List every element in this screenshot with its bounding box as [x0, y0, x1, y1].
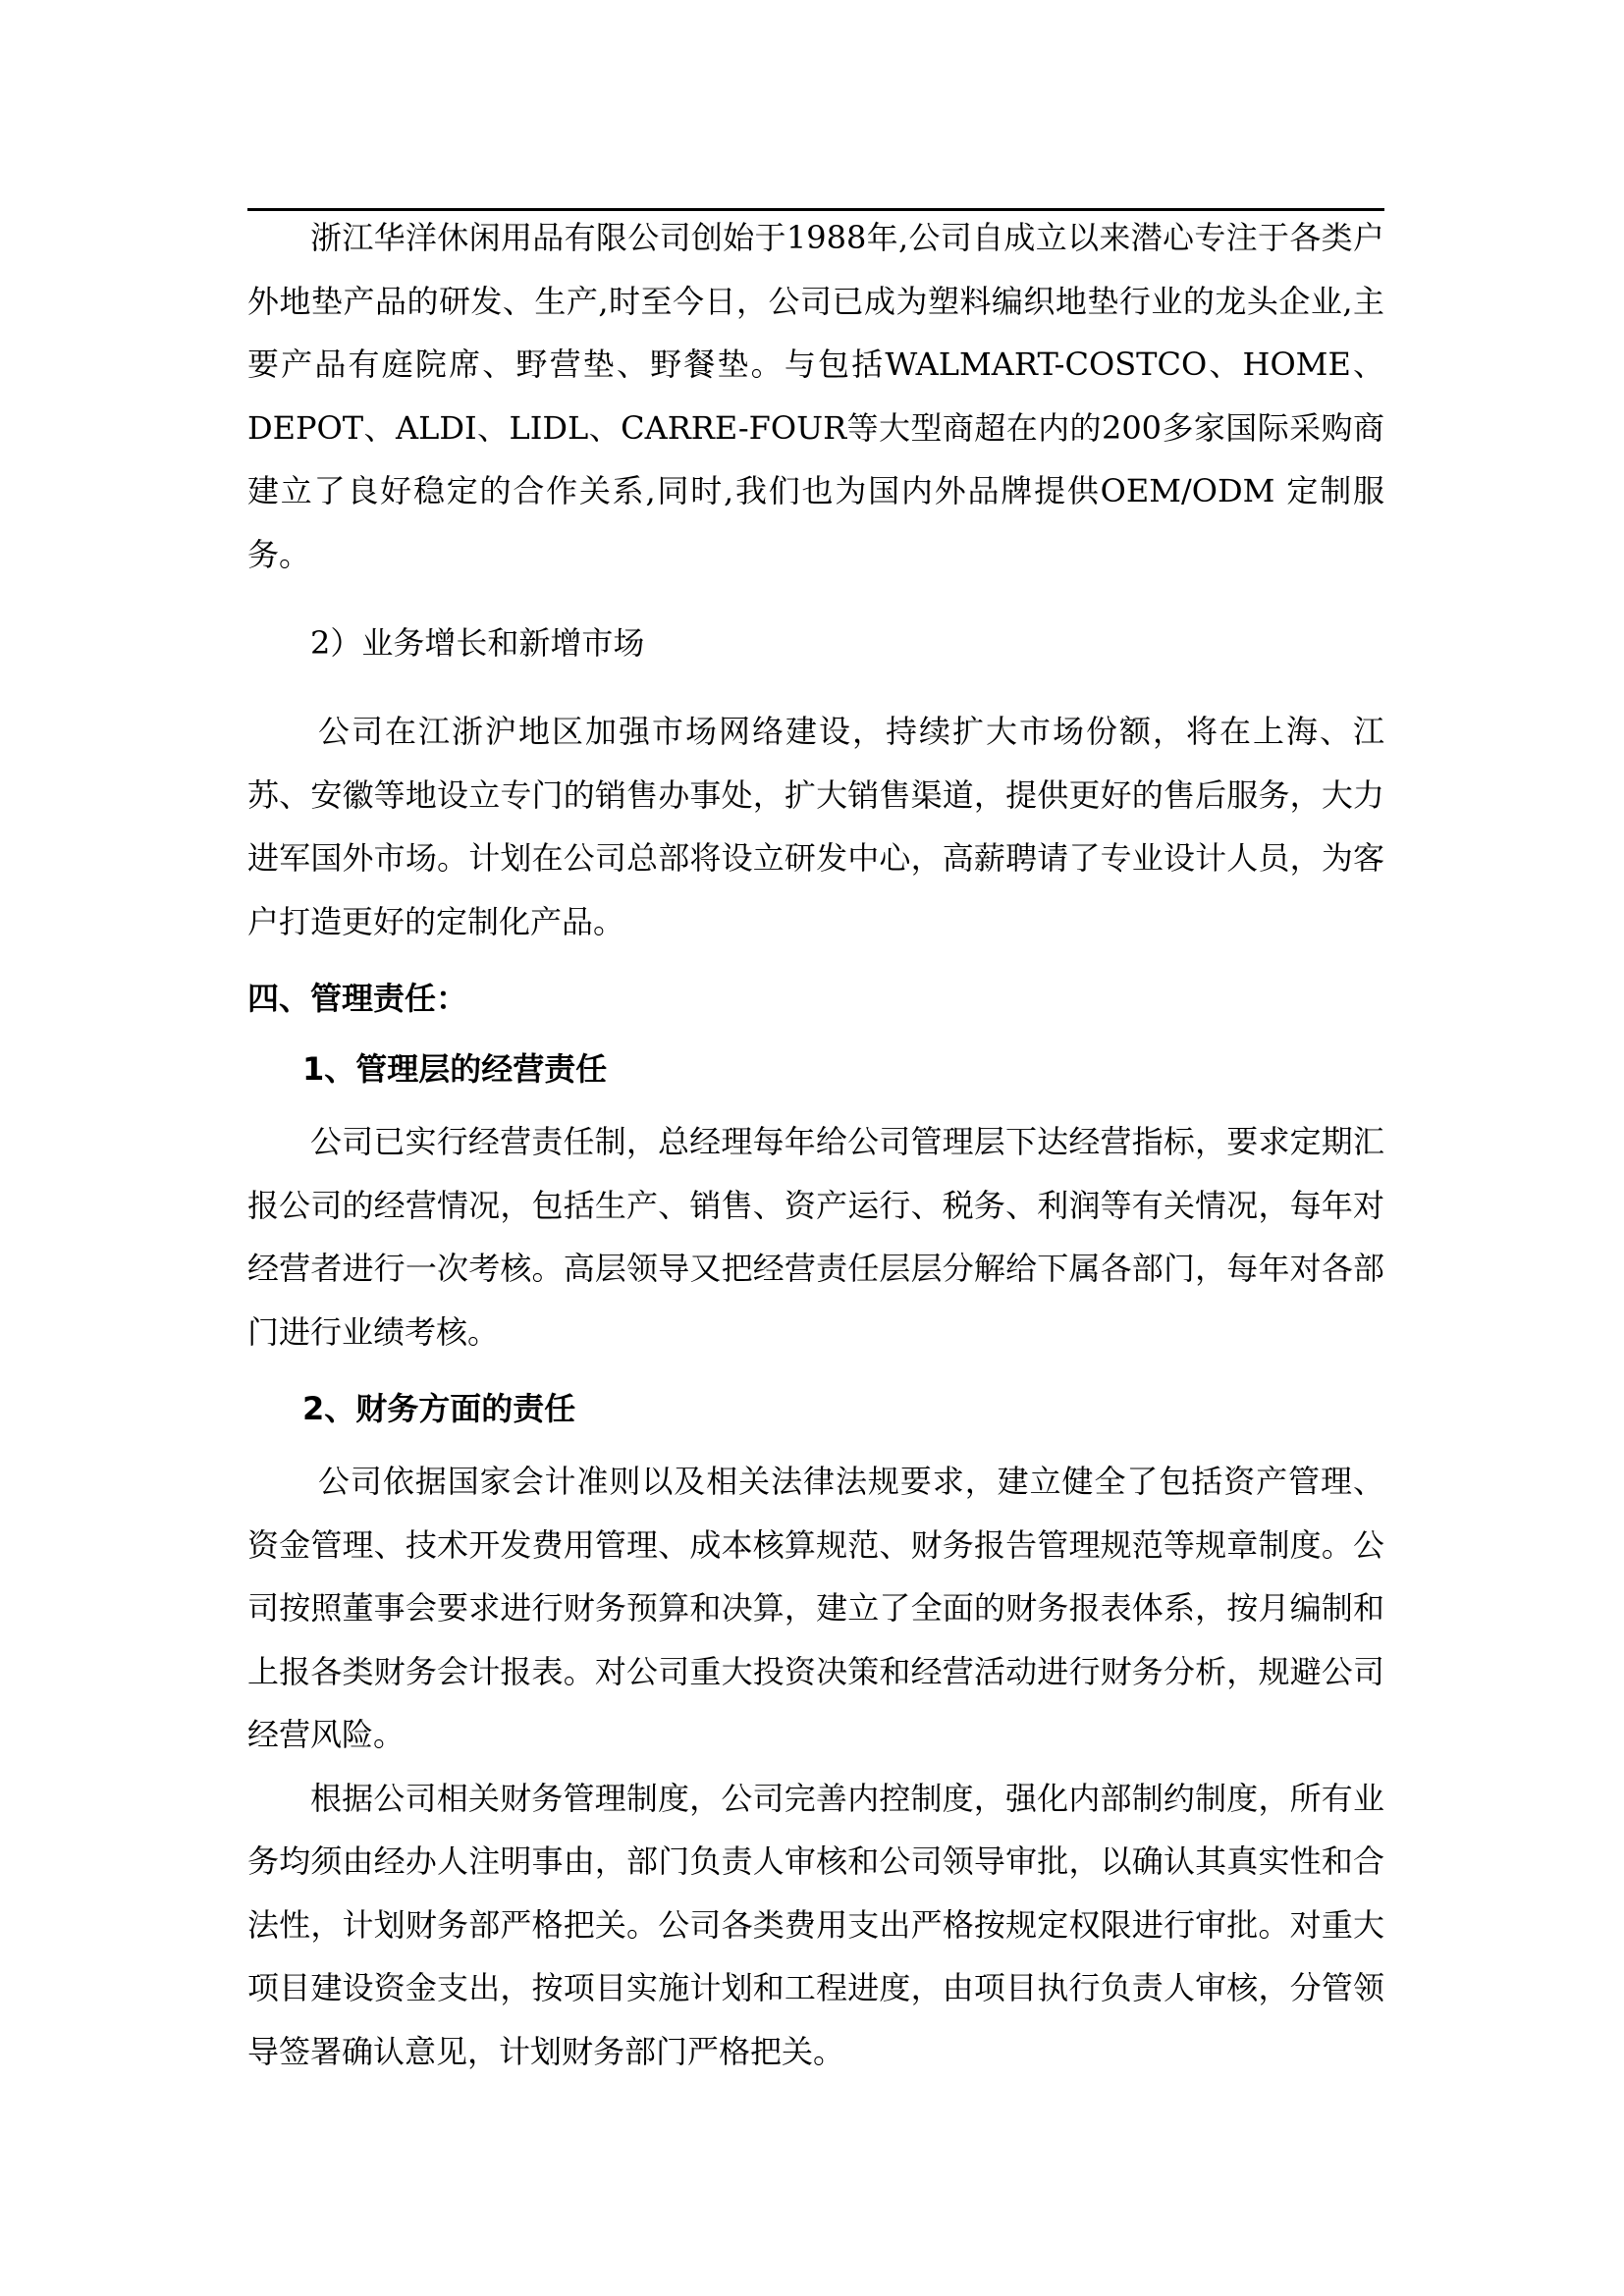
section-4-heading: 四、管理责任：: [247, 980, 468, 1017]
item-2-paragraph: 公司在江浙沪地区加强市场网络建设，持续扩大市场份额，将在上海、江苏、安徽等地设立专门的销售办事处，扩大销售渠道，提供更好的售后服务，大力进军国外市场。计划在公司总部将设立研发中心，高薪聘请了专业设计人员，为客户打造更好的定制化产品。: [247, 713, 1384, 940]
sub-2-paragraph-2: 根据公司相关财务管理制度，公司完善内控制度，强化内部制约制度，所有业务均须由经办人注明事由，部门负责人审核和公司领导审批，以确认其真实性和合法性，计划财务部严格把关。公司各类费用支出严格按规定权限进行审批。对重大项目建设资金支出，按项目实施计划和工程进度，由项目执行负责人审核，分管领导签署确认意见，计划财务部门严格把关。: [247, 1779, 1384, 2070]
sub-1-heading: 1、管理层的经营责任: [302, 1050, 608, 1088]
sub-2-heading: 2、财务方面的责任: [302, 1390, 576, 1427]
intro-paragraph: 浙江华洋休闲用品有限公司创始于1988年,公司自成立以来潜心专注于各类户外地垫产品的研发、生产,时至今日，公司已成为塑料编织地垫行业的龙头企业,主要产品有庭院席、野营垫、野餐垫。与包括WALMART-COSTCO、HOME、DEPOT、ALDI、LIDL、CARRE-FOUR等大型商超在内的200多家国际采购商建立了良好稳定的合作关系,同时,我们也为国内外品牌提供OEM/ODM 定制服务。: [247, 219, 1384, 573]
document-body: [247, 206, 1384, 2083]
sub-1-paragraph: 公司已实行经营责任制，总经理每年给公司管理层下达经营指标，要求定期汇报公司的经营情况，包括生产、销售、资产运行、税务、利润等有关情况，每年对经营者进行一次考核。高层领导又把经营责任层层分解给下属各部门，每年对各部门进行业绩考核。: [247, 1123, 1384, 1351]
sub-2-paragraph-1: 公司依据国家会计准则以及相关法律法规要求，建立健全了包括资产管理、资金管理、技术开发费用管理、成本核算规范、财务报告管理规范等规章制度。公司按照董事会要求进行财务预算和决算，建立了全面的财务报表体系，按月编制和上报各类财务会计报表。对公司重大投资决策和经营活动进行财务分析，规避公司经营风险。: [247, 1463, 1384, 1753]
item-2-title: 2）业务增长和新增市场: [310, 624, 645, 662]
